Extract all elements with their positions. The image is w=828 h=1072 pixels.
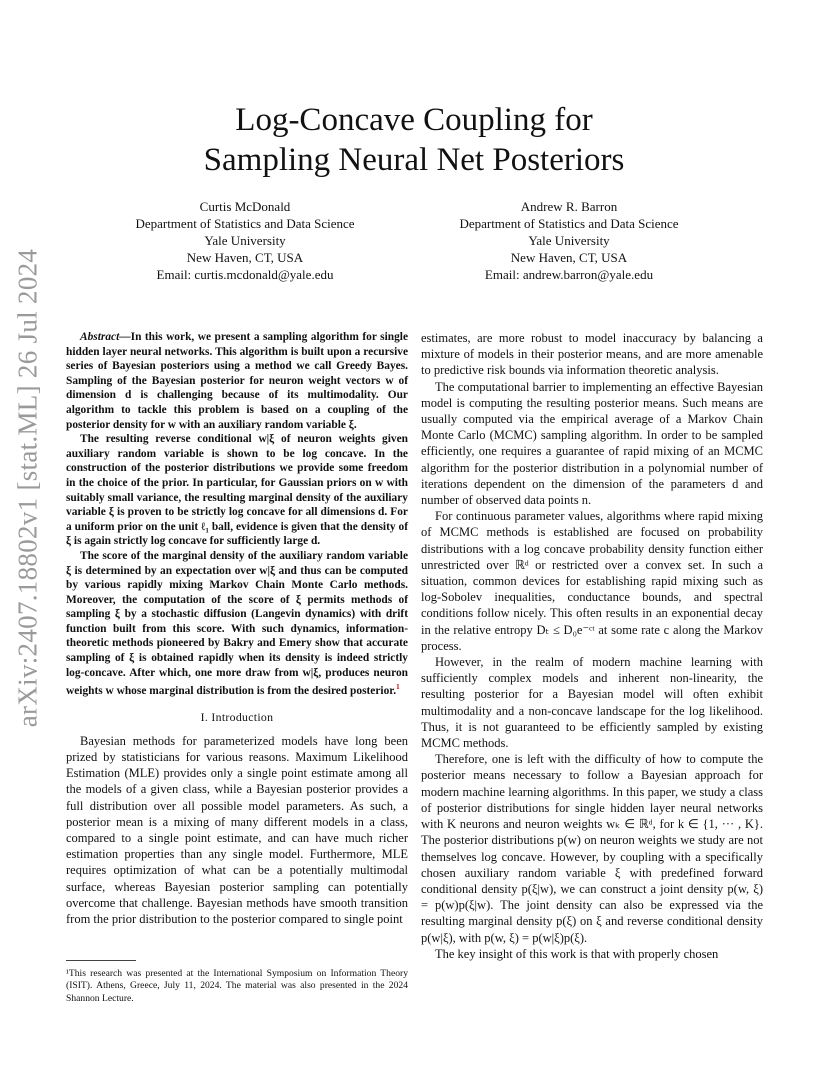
abstract-label: Abstract [80,331,120,343]
title-line-1: Log-Concave Coupling for [235,102,593,138]
author-univ: Yale University [528,233,610,248]
footnote-marker[interactable]: 1 [396,683,400,692]
author-dept: Department of Statistics and Data Science [459,216,679,231]
right-paragraph-4: Therefore, one is left with the difficulty of how to compute the posterior means necessary to follow a Bayesian approach for modern machine learning algorithms. In this paper, we study a class of posterior distributions for single hidden layer neural networks with K neurons and neuron weights wₖ ∈ ℝᵈ, for k ∈ {1, ··· , K}. The posterior distributions p(w) on neuron weights we study are not themselves log concave. However, by coupling with a specifically chosen auxiliary random variable ξ with predefined forward conditional density p(ξ|w), we can construct a joint density p(w, ξ) = p(w)p(ξ|w). The joint density can also be expressed via the resulting marginal density p(ξ) on ξ and reverse conditional density p(w|ξ), with p(w, ξ) = p(w|ξ)p(ξ). [421,752,763,945]
author-name: Andrew R. Barron [520,199,618,214]
section-numeral: I. [200,709,209,724]
abstract-paragraph-1: —In this work, we present a sampling algorithm for single hidden layer neural networks. This algorithm is built upon a recursive series of Bayesian posteriors using a method we call Greedy Bayes. Sampling of the Bayesian posterior for neuron weight vectors w of dimension d is challenging because of its multimodality. Our algorithm to tackle this problem is based on a coupling of the posterior density for w with an auxiliary random variable ξ. [66,331,408,431]
author-block-1 [90,198,400,283]
author-address: New Haven, CT, USA [510,250,628,265]
right-paragraph-5: The key insight of this work is that with properly chosen [435,946,719,961]
title-line-2: Sampling Neural Net Posteriors [203,142,625,178]
paper-title [0,100,828,180]
arxiv-identifier: arXiv:2407.18802v1 [stat.ML] 26 Jul 2024 [12,248,43,728]
footnote-text: ¹This research was presented at the International Symposium on Information Theory (ISIT). Athens, Greece, July 11, 2024. The material was also presented in the 2024 Shannon Lecture. [66,968,408,1004]
arxiv-sidebar [8,248,48,728]
right-paragraph-3: However, in the realm of modern machine learning with sufficiently complex models and inherent non-linearity, the resulting posterior for a Bayesian model will often exhibit multimodality and a non-concave landscape for the log likelihood. Thus, it is not guaranteed to be efficiently sampled by existing MCMC methods. [421,655,763,751]
abstract-paragraph-3: The score of the marginal density of the auxiliary random variable ξ is determined by an expectation over w|ξ and thus can be computed by various rapidly mixing Markov Chain Monte Carlo methods. Moreover, the computation of the score of ξ permits methods of sampling ξ by a stochastic diffusion (Langevin dynamics) with drift function built from this score. With such dynamics, information-theoretic methods pioneered by Bakry and Emery show that accurate sampling of ξ is obtained rapidly when its density is indeed strictly log-concave. After which, one more draw from w|ξ, produces neuron weights w whose marginal distribution is from the desired posterior. [66,549,408,698]
footnote [66,968,408,1005]
author-univ: Yale University [204,233,286,248]
left-column [66,330,408,927]
right-paragraph-1: The computational barrier to implementing an effective Bayesian model is computing the resulting posterior means. Such means are usually computed via the empirical average of a Markov Chain Monte Carlo (MCMC) sampling algorithm. In order to be sampled efficiently, one requires a guarantee of rapid mixing of an MCMC algorithm for the posterior distribution in a polynomial number of iterations dependent on the dimension of the parameters d and number of observed data points n. [421,379,763,508]
right-paragraph-2: For continuous parameter values, algorithms where rapid mixing of MCMC methods is established are focused on probability distributions with a log concave probability density function either unrestricted over ℝᵈ or restricted over a convex set. In such a situation, common devices for establishing rapid mixing such as log-Sobolev inequalities, conductance bounds, and spectral conditions follow nicely. This often results in an exponential decay in the relative entropy Dₜ ≤ D₀e⁻ᶜᵗ at some rate c along the Markov process. [421,509,763,653]
author-address: New Haven, CT, USA [186,250,304,265]
section-heading [66,709,408,725]
intro-paragraph-1: Bayesian methods for parameterized models have long been prized by statisticians for various reasons. Maximum Likelihood Estimation (MLE) provides only a single point estimate among all the models of a given class, while a Bayesian posterior provides a full distribution over all possible model parameters. As such, a posterior mean is a mixing of many different models in a class, compared to a single point estimate, and can have much richer estimation properties than any single model. Furthermore, MLE requires optimization of what can be a potentially multimodal surface, whereas Bayesian posterior sampling can potentially overcome that challenge. Bayesian methods have smooth transition from the prior distribution to the posterior compared to single point [66,733,408,927]
author-dept: Department of Statistics and Data Science [135,216,355,231]
author-email: Email: curtis.mcdonald@yale.edu [156,267,334,282]
footnote-rule [66,960,136,961]
section-title: Introduction [211,709,274,724]
right-paragraph-0: estimates, are more robust to model inaccuracy by balancing a mixture of models in their posterior means, and are more amenable to predictive risk bounds via information theoretic analysis. [421,331,763,378]
author-block-2 [414,198,724,283]
abstract-paragraph-2: The resulting reverse conditional w|ξ of neuron weights given auxiliary random variable is shown to be log concave. In the construction of the posterior distributions we provide some freedom in the choice of the prior. In particular, for Gaussian priors on w with suitably small variance, the resulting marginal density of the auxiliary variable ξ is proven to be strictly log concave for all dimensions d. For a uniform prior on the unit ℓ₁ ball, evidence is given that the density of ξ is again strictly log concave for sufficiently large d. [66,433,408,548]
author-email: Email: andrew.barron@yale.edu [484,267,654,282]
abstract [66,330,408,699]
author-name: Curtis McDonald [199,199,291,214]
right-column [421,330,763,962]
